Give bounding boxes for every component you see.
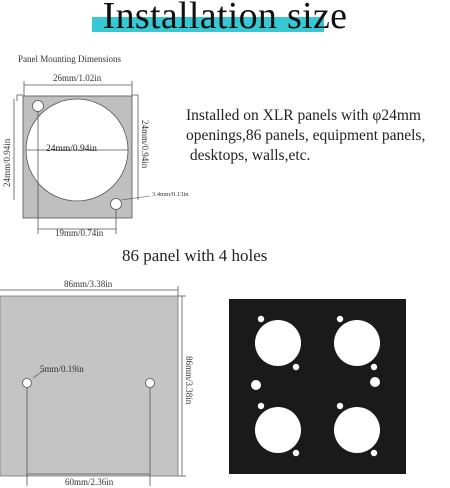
plate-mount-hole-left [251,380,261,390]
plate-mount-hole-right [370,377,380,387]
screw-size-label: 3.4mm/0.13in [152,191,189,198]
plate-screw-hole [371,450,377,456]
connector-opening-bottom-left [255,407,301,453]
width-label: 26mm/1.02in [53,73,102,83]
panel-screw-hole-left [23,379,32,388]
spacing-label: 19mm/0.74in [55,228,104,238]
plate-screw-hole [337,316,343,322]
description-line-3: desktops, walls,etc. [186,147,311,164]
right-height-label: 24mm/0.94in [140,120,150,169]
connector-opening-bottom-right [334,407,380,453]
panel-width-label: 86mm/3.38in [64,279,113,289]
connector-opening-top-right [334,320,380,366]
page-title: Installation size [102,0,348,37]
panel-height-label: 86mm/3.38in [184,356,194,405]
plate-screw-hole [258,403,264,409]
panel-86-diagram [0,286,186,486]
diagram-caption: Panel Mounting Dimensions [18,54,121,64]
plate-screw-hole [371,364,377,370]
plate-screw-hole [293,450,299,456]
screw-hole-top-left [33,101,44,112]
description-text [186,106,425,166]
description-line-1: Installed on XLR panels with φ24mm [186,107,421,124]
plate-screw-hole [293,364,299,370]
black-4-hole-plate [229,299,406,474]
panel-section-heading: 86 panel with 4 holes [122,246,268,265]
panel-screw-hole-right [146,379,155,388]
panel-spacing-label: 60mm/2.36in [65,477,114,487]
hole-diameter-label: 24mm/0.94in [46,144,97,154]
mounting-flange-diagram [14,81,150,234]
description-line-2: openings,86 panels, equipment panels, [186,127,426,144]
connector-opening-top-left [255,320,301,366]
screw-hole-bottom-right [111,199,122,210]
plate-screw-hole [337,403,343,409]
plate-screw-hole [258,316,264,322]
left-height-label: 24mm/0.94in [2,138,12,187]
panel-hole-label: 5mm/0.19in [40,364,84,374]
